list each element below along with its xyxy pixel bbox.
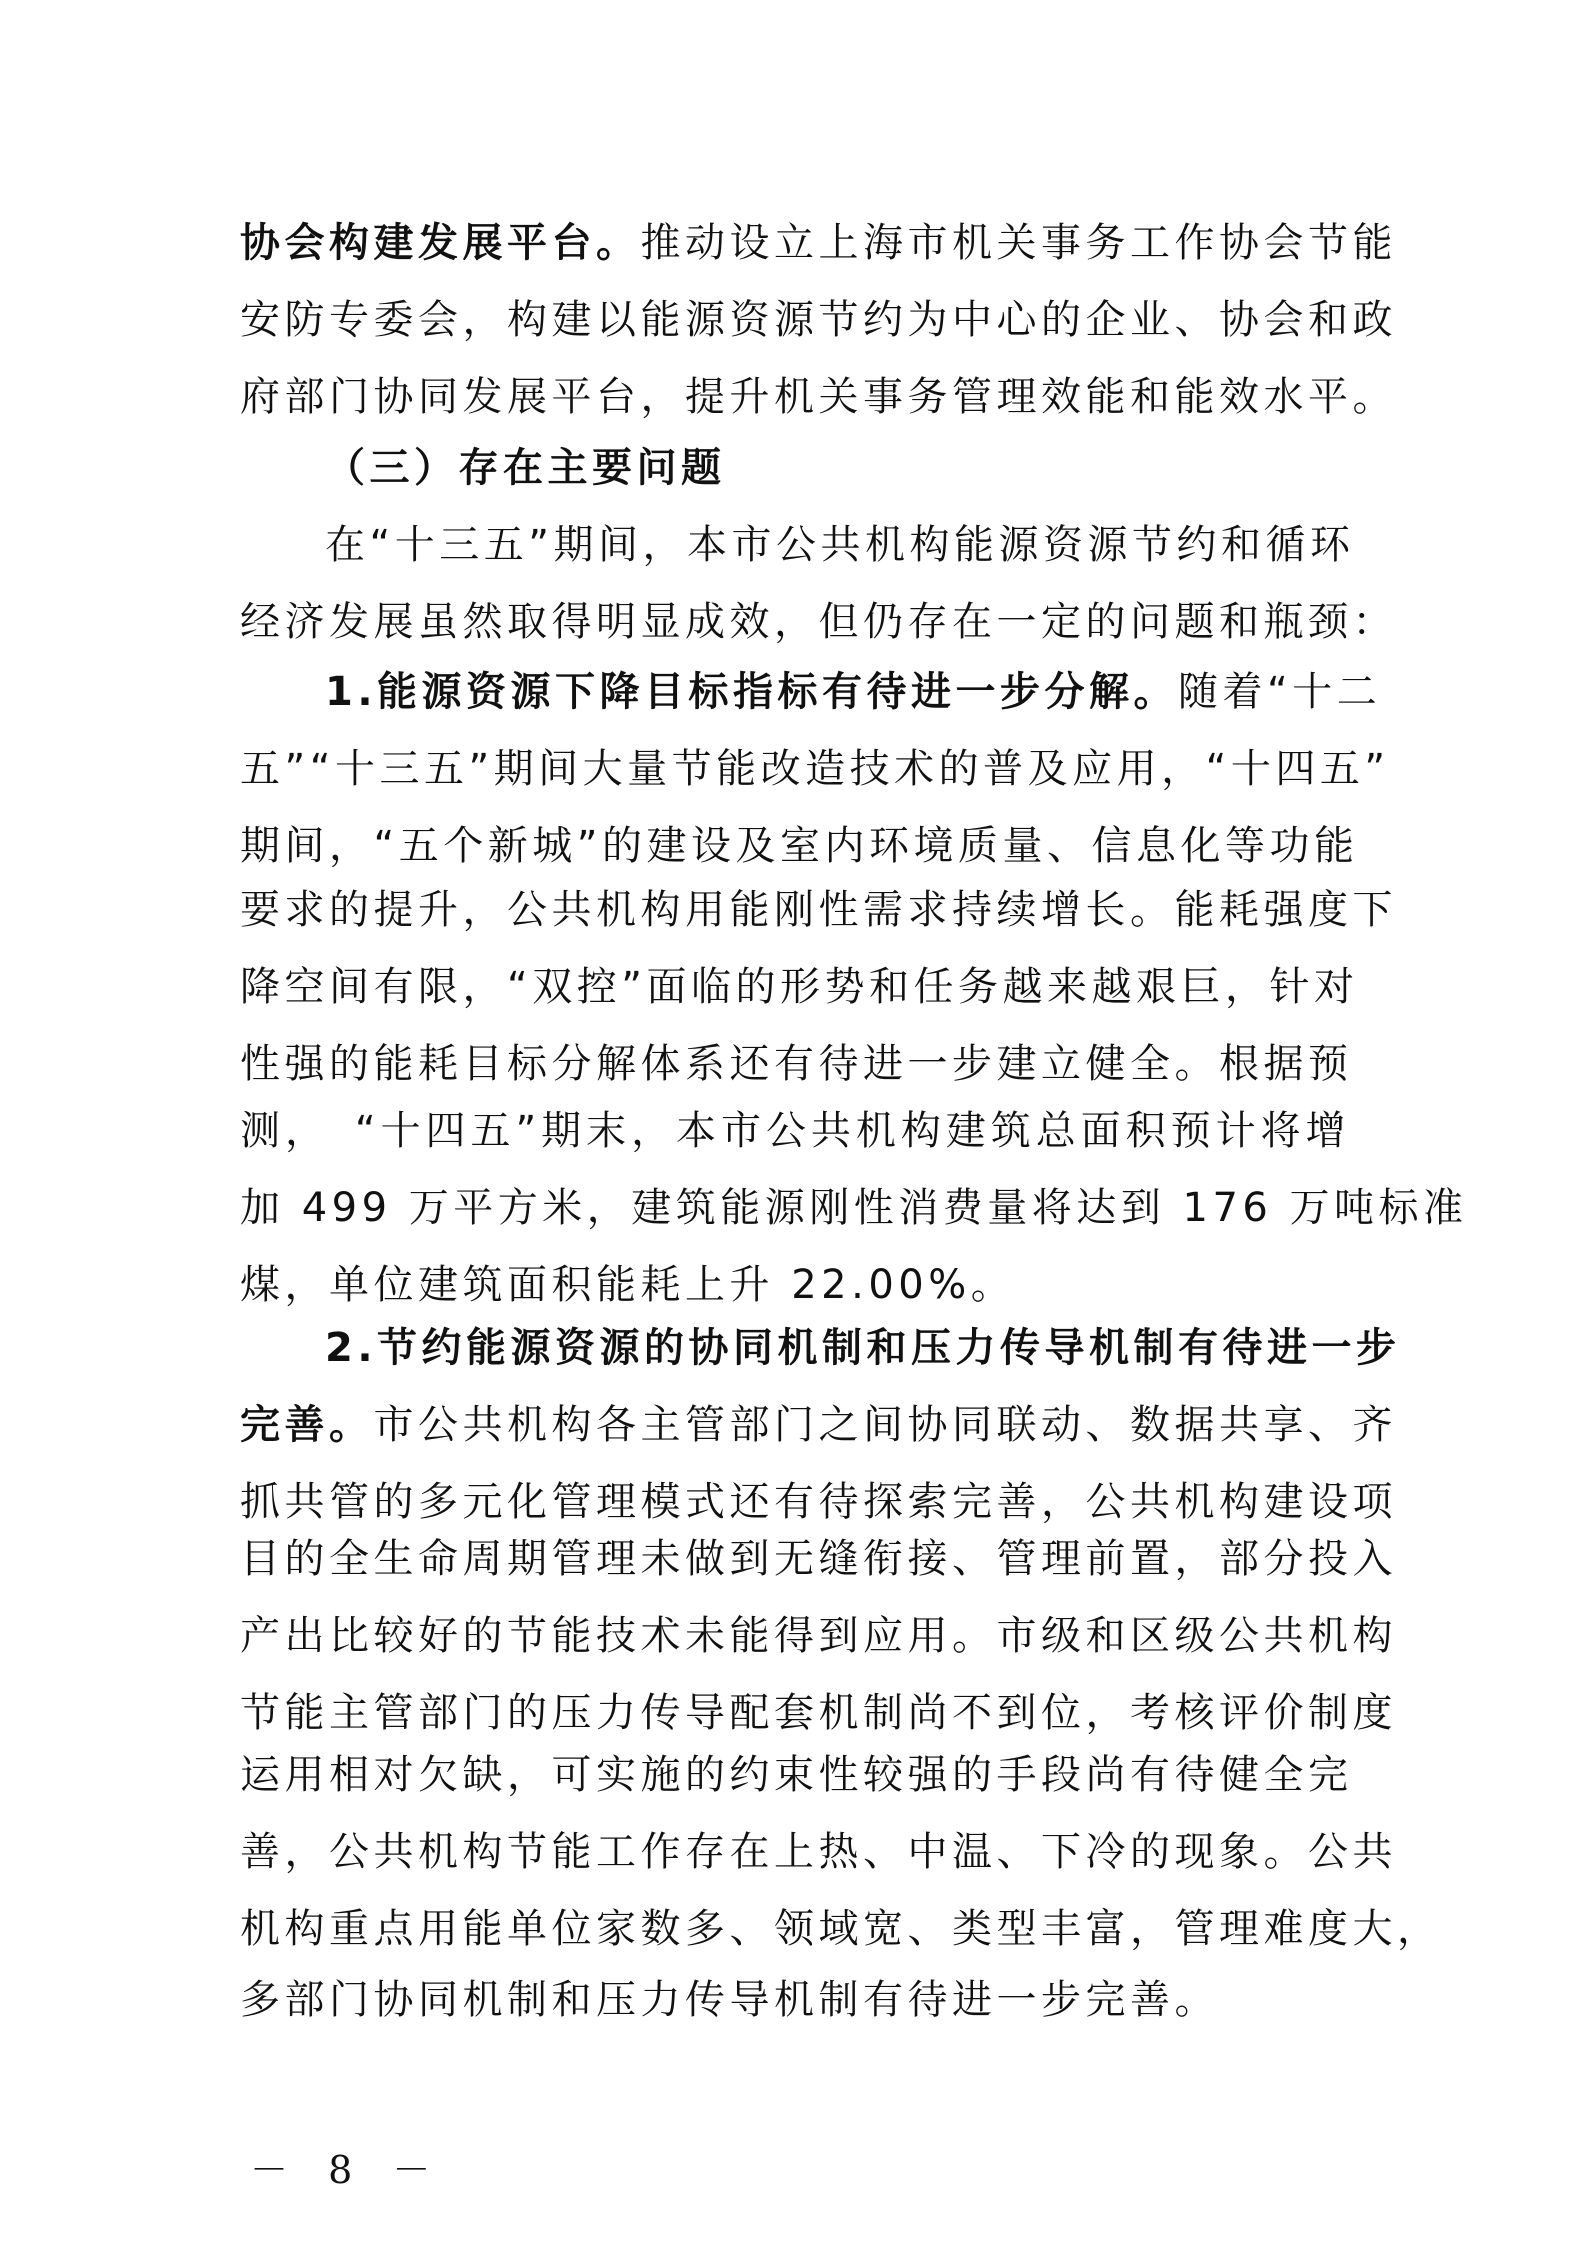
body-text-span: 抓共管的多元化管理模式还有待探索完善，公共机构建设项 bbox=[240, 1479, 1397, 1525]
bold-heading-text: 完善。 bbox=[240, 1402, 374, 1448]
text-line bbox=[325, 438, 1350, 498]
body-text-span: 推动设立上海市机关事务工作协会节能 bbox=[640, 220, 1397, 266]
bold-heading-text: 2.节约能源资源的协同机制和压力传导机制有待进一步 bbox=[325, 1325, 1401, 1371]
bold-heading-text: 1.能源资源下降目标指标有待进一步分解。 bbox=[325, 669, 1179, 715]
body-text-span: 测， “十四五”期末，本市公共机构建筑总面积预计将增 bbox=[240, 1108, 1350, 1154]
text-line bbox=[240, 1899, 1442, 1959]
body-text-span: 要求的提升，公共机构用能刚性需求持续增长。能耗强度下 bbox=[240, 887, 1397, 933]
body-text-span: 期间，“五个新城”的建设及室内环境质量、信息化等功能 bbox=[240, 823, 1359, 869]
page-number: － 8 － bbox=[250, 2148, 445, 2192]
text-line bbox=[240, 1178, 1468, 1238]
body-text-span: 目的全生命周期管理未做到无缝衔接、管理前置，部分投入 bbox=[240, 1536, 1397, 1582]
body-text-span: 多部门协同机制和压力传导机制有待进一步完善。 bbox=[240, 1977, 1219, 2023]
body-text-span: 市公共机构各主管部门之间协同联动、数据共享、齐 bbox=[373, 1402, 1397, 1448]
text-line bbox=[240, 1745, 1353, 1805]
body-text-span: 府部门协同发展平台，提升机关事务管理效能和能效水平。 bbox=[240, 374, 1397, 420]
text-line bbox=[240, 816, 1359, 876]
text-line bbox=[325, 515, 1355, 575]
text-line bbox=[240, 290, 1397, 350]
body-text-span: 安防专委会，构建以能源资源节约为中心的企业、协会和政 bbox=[240, 297, 1397, 343]
text-line bbox=[240, 1101, 1350, 1161]
text-line bbox=[240, 1822, 1397, 1882]
body-text-span: 在“十三五”期间，本市公共机构能源资源节约和循环 bbox=[325, 522, 1355, 568]
body-text-span: 煤，单位建筑面积能耗上升 22.00%。 bbox=[240, 1262, 1016, 1308]
text-line bbox=[240, 1970, 1350, 2030]
text-line bbox=[240, 213, 1397, 273]
text-line bbox=[240, 1683, 1397, 1743]
body-text-span: 性强的能耗目标分解体系还有待进一步建立健全。根据预 bbox=[240, 1041, 1353, 1087]
text-line bbox=[240, 367, 1397, 427]
bold-heading-text: （三）存在主要问题 bbox=[325, 445, 726, 491]
text-line bbox=[240, 1255, 1350, 1315]
body-text-span: 善，公共机构节能工作存在上热、中温、下冷的现象。公共 bbox=[240, 1829, 1397, 1875]
body-text-span: 降空间有限，“双控”面临的形势和任务越来越艰巨，针对 bbox=[240, 964, 1359, 1010]
text-line bbox=[240, 1034, 1353, 1094]
text-line bbox=[240, 1529, 1397, 1589]
text-line bbox=[325, 1318, 1401, 1378]
text-line bbox=[240, 1472, 1397, 1532]
text-line bbox=[240, 1606, 1397, 1666]
body-text-span: 经济发展虽然取得明显成效，但仍存在一定的问题和瓶颈： bbox=[240, 599, 1397, 645]
text-line bbox=[240, 739, 1390, 799]
body-text-span: 运用相对欠缺，可实施的约束性较强的手段尚有待健全完 bbox=[240, 1752, 1353, 1798]
body-text-span: 随着“十二 bbox=[1178, 669, 1382, 715]
text-line bbox=[240, 592, 1397, 652]
body-text-span: 五”“十三五”期间大量节能改造技术的普及应用，“十四五” bbox=[240, 746, 1390, 792]
body-text-span: 产出比较好的节能技术未能得到应用。市级和区级公共机构 bbox=[240, 1613, 1397, 1659]
body-text-span: 机构重点用能单位家数多、领域宽、类型丰富，管理难度大， bbox=[240, 1906, 1442, 1952]
text-line bbox=[240, 880, 1397, 940]
bold-heading-text: 协会构建发展平台。 bbox=[240, 220, 641, 266]
text-line bbox=[325, 662, 1382, 722]
text-line bbox=[240, 1395, 1397, 1455]
body-text-span: 节能主管部门的压力传导配套机制尚不到位，考核评价制度 bbox=[240, 1690, 1397, 1736]
body-text-span: 加 499 万平方米，建筑能源刚性消费量将达到 176 万吨标准 bbox=[240, 1185, 1468, 1231]
text-line bbox=[240, 957, 1359, 1017]
